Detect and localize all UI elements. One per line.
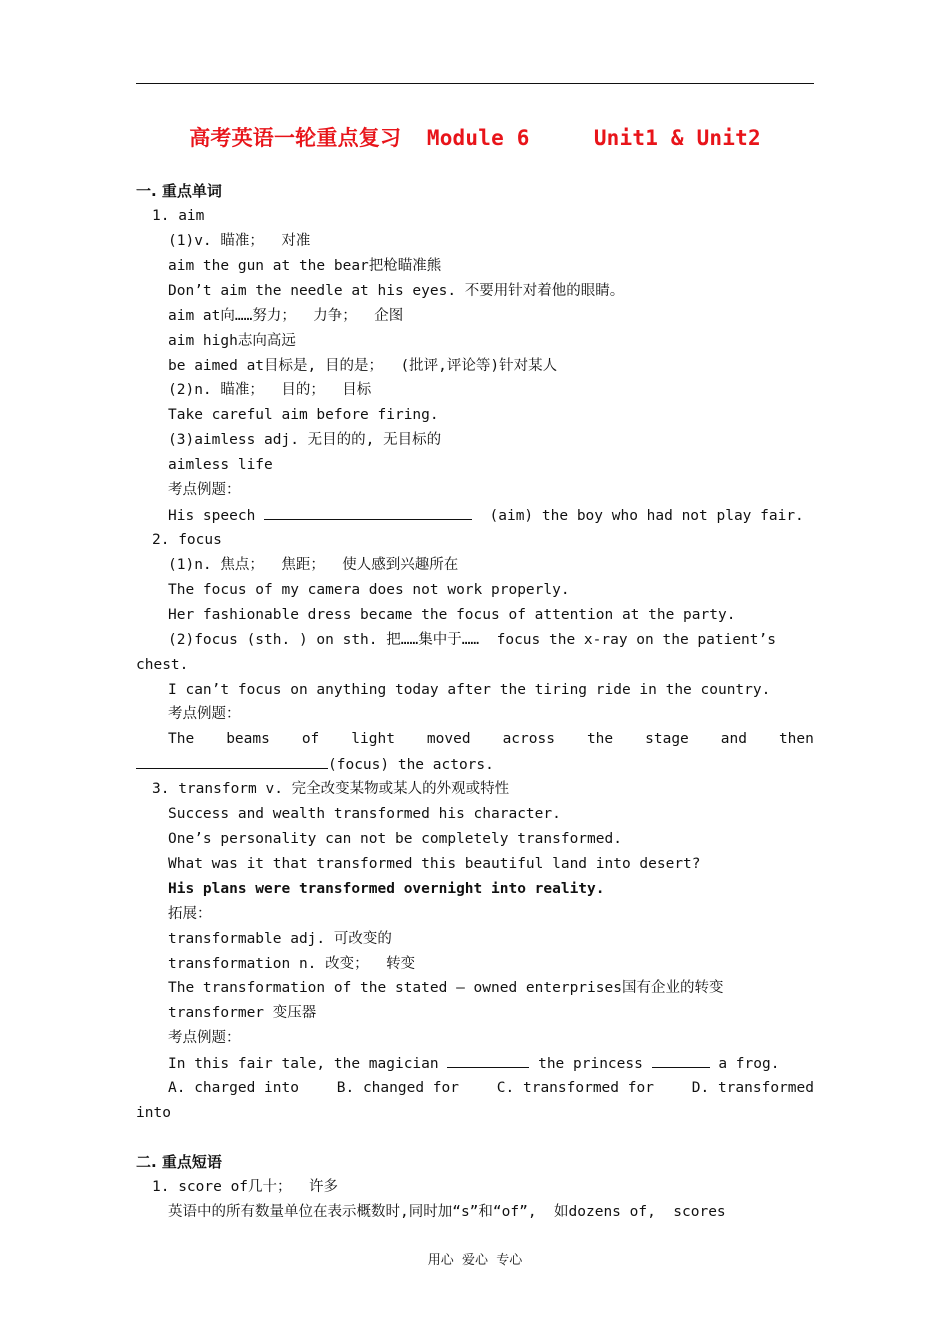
focus-q-word: moved: [426, 731, 471, 747]
aim-phrase-aim-high: aim high志向高远: [168, 333, 296, 349]
aimless-example: aimless life: [168, 457, 273, 473]
focus-q-word: light: [351, 731, 395, 747]
focus-noun-meaning: (1)n. 焦点； 焦距； 使人感到兴趣所在: [168, 557, 459, 573]
focus-answer-blank[interactable]: [136, 754, 328, 769]
section-heading-key-phrases: 二. 重点短语: [136, 1153, 222, 1171]
word-focus-label: 2. focus: [152, 532, 222, 548]
aim-exercise-label: 考点例题：: [168, 482, 241, 498]
transform-answer-blank-2[interactable]: [652, 1053, 710, 1068]
focus-example-2: Her fashionable dress became the focus of attention at the party.: [168, 607, 736, 623]
transform-example-4: His plans were transformed overnight into reality.: [168, 881, 605, 897]
aim-exercise-text-end: (aim) the boy who had not play fair.: [489, 508, 804, 524]
aimless-meaning: (3)aimless adj. 无目的的, 无目标的: [168, 432, 442, 448]
transform-answer-blank-1[interactable]: [447, 1053, 529, 1068]
transform-q-part-3: a frog.: [718, 1056, 780, 1072]
focus-q-word: and: [720, 731, 747, 747]
focus-exercise-text-end: (focus) the actors.: [328, 757, 494, 773]
aim-example-1: aim the gun at the bear把枪瞄准熊: [168, 258, 442, 274]
focus-example-3: I can’t focus on anything today after the tiring ride in the country.: [168, 682, 771, 698]
focus-exercise-question-end: [136, 754, 494, 775]
aim-example-3: Take careful aim before firing.: [168, 407, 439, 423]
transform-exercise-question: [168, 1053, 779, 1074]
transformation-meaning: transformation n. 改变； 转变: [168, 956, 416, 972]
aim-exercise-question: [168, 505, 804, 526]
aim-verb-meaning: (1)v. 瞄准； 对准: [168, 233, 311, 249]
focus-example-1: The focus of my camera does not work properly.: [168, 582, 570, 598]
focus-exercise-question: [168, 729, 814, 749]
focus-q-word: across: [502, 731, 555, 747]
focus-q-word: then: [778, 731, 814, 747]
focus-q-word: of: [301, 731, 320, 747]
focus-q-word: the: [586, 731, 614, 747]
transform-options: [168, 1078, 814, 1098]
focus-q-word: beams: [226, 731, 270, 747]
aim-answer-blank[interactable]: [264, 505, 472, 520]
transform-extension-label: 拓展：: [168, 906, 212, 922]
focus-q-word: The: [168, 731, 195, 747]
option-a: A. charged into: [168, 1080, 299, 1096]
page-title: 高考英语一轮重点复习 Module 6 Unit1 & Unit2: [189, 126, 761, 150]
aim-noun-meaning: (2)n. 瞄准； 目的； 目标: [168, 382, 372, 398]
phrase-score-label: 1. score of几十； 许多: [152, 1179, 338, 1195]
page-footer: 用心 爱心 专心: [427, 1253, 523, 1268]
transformable-meaning: transformable adj. 可改变的: [168, 931, 392, 947]
focus-phrase: (2)focus (sth. ) on sth. 把……集中于…… focus the x-ray on the patient’s: [168, 632, 776, 648]
transform-example-1: Success and wealth transformed his character.: [168, 806, 561, 822]
option-d: D. transformed: [691, 1080, 814, 1096]
section-heading-key-words: 一. 重点单词: [136, 182, 222, 200]
score-explanation: 英语中的所有数量单位在表示概数时,同时加“s”和“of”, 如dozens of, scores: [168, 1204, 726, 1220]
transformation-example: The transformation of the stated – owned enterprises国有企业的转变: [168, 980, 724, 996]
transform-example-3: What was it that transformed this beautiful land into desert?: [168, 856, 701, 872]
transform-q-part-1: In this fair tale, the magician: [168, 1056, 439, 1072]
header-rule: [136, 83, 814, 84]
transform-q-part-2: the princess: [538, 1056, 643, 1072]
transformer-meaning: transformer 变压器: [168, 1005, 317, 1021]
transform-exercise-label: 考点例题：: [168, 1030, 241, 1046]
option-d-continued: into: [136, 1105, 171, 1121]
option-c: C. transformed for: [496, 1080, 654, 1096]
focus-exercise-label: 考点例题：: [168, 706, 241, 722]
word-aim-label: 1. aim: [152, 208, 205, 224]
word-transform-label: 3. transform v. 完全改变某物或某人的外观或特性: [152, 781, 510, 797]
aim-phrase-be-aimed-at: be aimed at目标是, 目的是； (批评,评论等)针对某人: [168, 358, 558, 374]
focus-phrase-continued: chest.: [136, 657, 189, 673]
option-b: B. changed for: [336, 1080, 459, 1096]
transform-example-2: One’s personality can not be completely transformed.: [168, 831, 622, 847]
aim-phrase-aim-at: aim at向……努力； 力争； 企图: [168, 308, 404, 324]
aim-exercise-text-start: His speech: [168, 508, 256, 524]
aim-example-2: Don’t aim the needle at his eyes. 不要用针对着他的眼睛。: [168, 283, 625, 299]
focus-q-word: stage: [645, 731, 689, 747]
